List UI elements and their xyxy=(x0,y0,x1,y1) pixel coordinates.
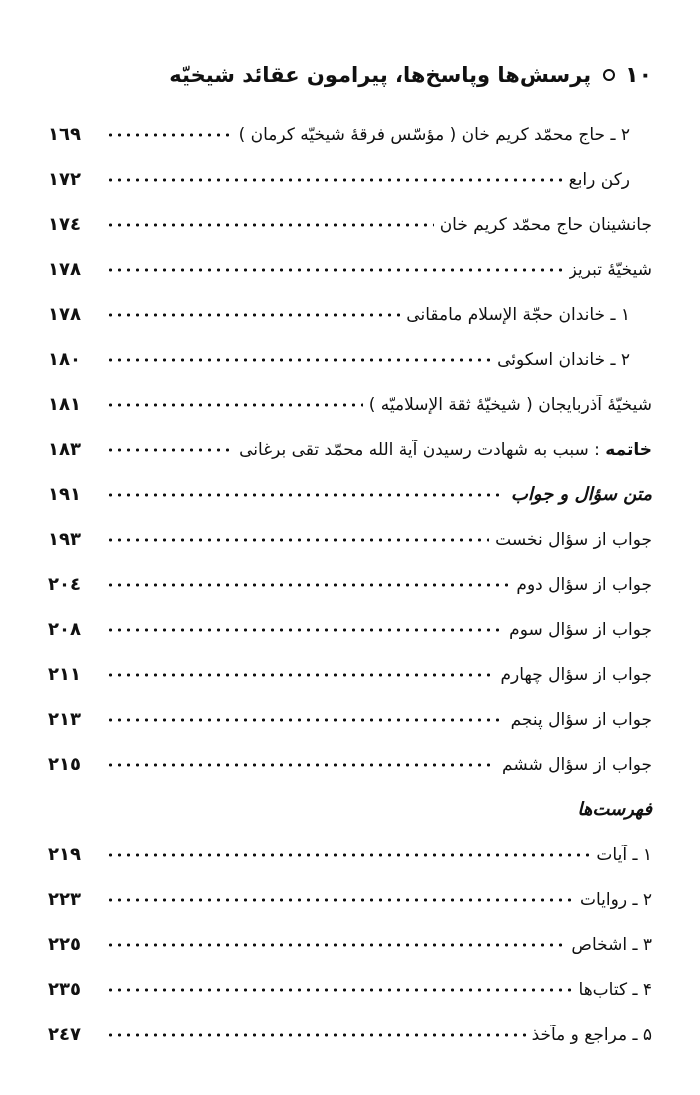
index-entry-title: ۵ ـ مراجع و مآخذ xyxy=(531,1024,652,1045)
toc-section-heading[interactable] xyxy=(48,472,652,517)
dot-leader xyxy=(106,942,565,948)
dot-leader xyxy=(106,402,363,408)
toc-entry[interactable] xyxy=(48,697,652,742)
toc-entry[interactable] xyxy=(48,202,652,247)
dot-leader xyxy=(106,897,574,903)
dot-leader xyxy=(106,987,573,993)
table-of-contents xyxy=(48,112,652,1057)
toc-entry-page: ١٨٣ xyxy=(48,439,81,460)
toc-entry-title: ١ ـ خاندان حجّة الإسلام مامقانی xyxy=(406,304,630,325)
toc-entry-page: ١٧٤ xyxy=(48,214,81,235)
toc-entry-title: جواب از سؤال سوم xyxy=(509,619,652,640)
toc-entry-page: ٢١٥ xyxy=(48,754,81,775)
index-entry[interactable] xyxy=(48,922,652,967)
index-entry-page: ٢٤٧ xyxy=(48,1024,81,1045)
toc-entry-page: ١٨١ xyxy=(48,394,81,415)
dot-leader xyxy=(106,627,503,633)
dot-leader xyxy=(106,672,494,678)
dot-leader xyxy=(106,1032,526,1038)
toc-entry[interactable] xyxy=(48,652,652,697)
toc-entry-title: شیخیّهٔ آذربایجان ( شیخیّهٔ ثقة الإسلامیّه ) xyxy=(368,394,652,415)
toc-entry-title: رکن رابع xyxy=(568,169,630,190)
dot-leader xyxy=(106,447,233,453)
indexes-heading-text: فهرست‌ها xyxy=(577,799,652,820)
dot-leader xyxy=(106,132,233,138)
indexes-heading[interactable] xyxy=(48,787,652,832)
toc-entry-title: جانشینان حاج محمّد کریم خان xyxy=(439,214,652,235)
toc-entry-title: جواب از سؤال ششم xyxy=(502,754,652,775)
circle-ornament-icon xyxy=(603,69,615,81)
dot-leader xyxy=(106,762,496,768)
index-entry[interactable] xyxy=(48,877,652,922)
toc-entry[interactable] xyxy=(48,337,652,382)
index-entry-page: ٢٣٥ xyxy=(48,979,81,1000)
toc-entry[interactable] xyxy=(48,112,652,157)
dot-leader xyxy=(106,492,505,498)
toc-entry-title: جواب از سؤال چهارم xyxy=(500,664,652,685)
toc-entry-page: ١٩٣ xyxy=(48,529,81,550)
dot-leader xyxy=(106,222,434,228)
toc-entry-page: ١٧٢ xyxy=(48,169,81,190)
toc-entry-title: ٢ ـ حاج محمّد کریم خان ( مؤسّس فرقهٔ شیخیّه کرمان ) xyxy=(238,124,630,145)
toc-entry[interactable] xyxy=(48,607,652,652)
dot-leader xyxy=(106,267,563,273)
toc-entry-title: جواب از سؤال پنجم xyxy=(510,709,652,730)
book-title: پرسش‌ها وپاسخ‌ها، پیرامون عقائد شیخیّه xyxy=(169,63,592,87)
toc-entry[interactable] xyxy=(48,292,652,337)
dot-leader xyxy=(106,537,489,543)
toc-entry-page: ٢١٣ xyxy=(48,709,81,730)
toc-entry-page: ١٨٠ xyxy=(48,349,81,370)
toc-entry-page: ٢١١ xyxy=(48,664,81,685)
dot-leader xyxy=(106,312,400,318)
index-entry-title: ۴ ـ کتاب‌ها xyxy=(578,979,652,1000)
index-entry-title: ٢ ـ روایات xyxy=(580,889,652,910)
toc-entry-page: ١٦٩ xyxy=(48,124,81,145)
index-entry-page: ٢٢٥ xyxy=(48,934,81,955)
conclusion-text: : سبب به شهادت رسیدن آیة الله محمّد تقی برغانی xyxy=(239,439,606,460)
index-entry[interactable] xyxy=(48,832,652,877)
dot-leader xyxy=(106,852,590,858)
index-entry[interactable] xyxy=(48,967,652,1012)
dot-leader xyxy=(106,177,563,183)
toc-entry-title: جواب از سؤال نخست xyxy=(495,529,652,550)
index-entry-page: ٢١٩ xyxy=(48,844,81,865)
toc-entry[interactable] xyxy=(48,742,652,787)
page-number: ١٠ xyxy=(625,62,652,88)
toc-entry-title: ٢ ـ خاندان اسکوئی xyxy=(497,349,630,370)
toc-entry-page: ١٧٨ xyxy=(48,304,81,325)
toc-entry-title xyxy=(239,440,652,460)
index-entry-title: ٣ ـ اشخاص xyxy=(571,934,652,955)
toc-entry[interactable] xyxy=(48,247,652,292)
toc-entry-page: ١٩١ xyxy=(48,484,81,505)
index-entry-title: ١ ـ آیات xyxy=(596,844,652,865)
toc-entry-page: ١٧٨ xyxy=(48,259,81,280)
toc-entry-title: متن سؤال و جواب xyxy=(510,484,652,505)
conclusion-label: خاتمه xyxy=(605,439,652,460)
index-entry-page: ٢٢٣ xyxy=(48,889,81,910)
toc-entry-page: ٢٠٤ xyxy=(48,574,81,595)
toc-entry-title: جواب از سؤال دوم xyxy=(516,574,652,595)
toc-entry-conclusion[interactable] xyxy=(48,427,652,472)
dot-leader xyxy=(106,717,505,723)
toc-entry-page: ٢٠٨ xyxy=(48,619,81,640)
running-header xyxy=(48,58,652,92)
dot-leader xyxy=(106,582,510,588)
index-entry[interactable] xyxy=(48,1012,652,1057)
dot-leader xyxy=(106,357,491,363)
toc-entry[interactable] xyxy=(48,157,652,202)
toc-entry-title: شیخیّهٔ تبریز xyxy=(568,259,652,280)
toc-entry[interactable] xyxy=(48,562,652,607)
toc-entry[interactable] xyxy=(48,517,652,562)
toc-entry[interactable] xyxy=(48,382,652,427)
